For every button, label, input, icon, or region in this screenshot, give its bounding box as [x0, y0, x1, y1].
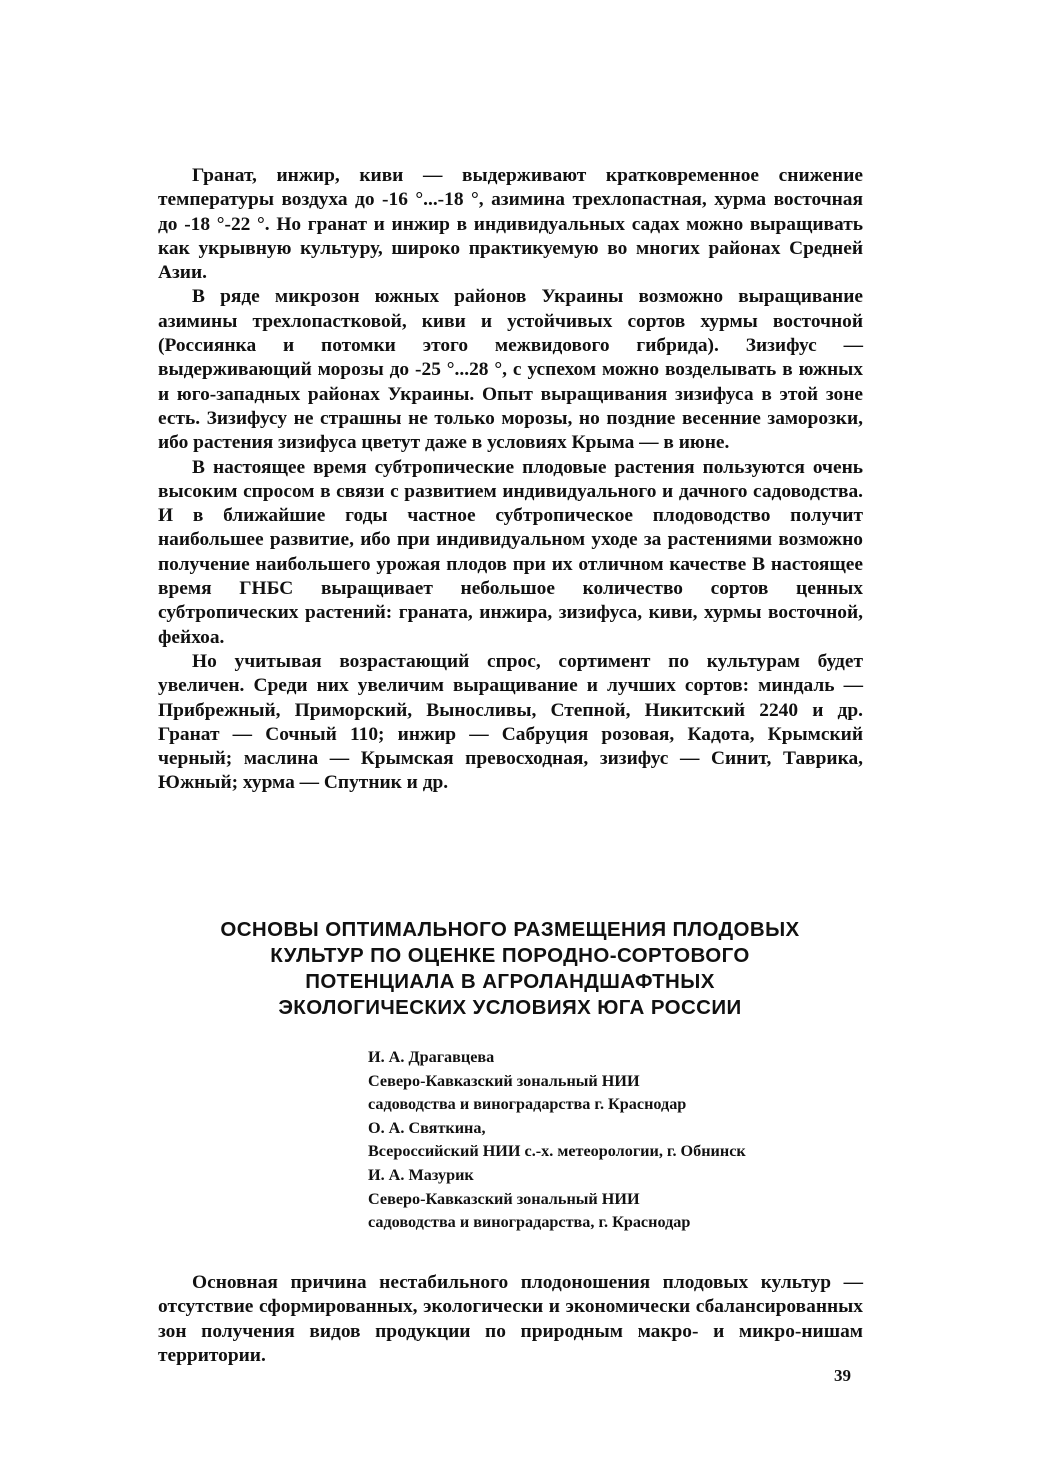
body-text-bottom: [158, 1271, 863, 1368]
author-name: И. А. Драгавцева: [368, 1048, 495, 1066]
heading-line: КУЛЬТУР ПО ОЦЕНКЕ ПОРОДНО-СОРТОВОГО: [270, 944, 750, 967]
author-affiliation: садоводства и виноградарства г. Краснодар: [368, 1095, 687, 1114]
paragraph-main-reason: Основная причина нестабильного плодоношения плодовых культур — отсутствие сформированных, экологически и экономически сбалансированных зон получения видов продукции по природным макро- и микро-нишам территории.: [158, 1272, 863, 1366]
heading-line: ЭКОЛОГИЧЕСКИХ УСЛОВИЯХ ЮГА РОССИИ: [278, 996, 742, 1019]
paragraph-subtropical-demand: В настоящее время субтропические плодовые растения пользуются очень высоким спросом в связи с развитием индивидуального и дачного садоводства. И в ближайшие годы частное субтропическое плодоводство получит наибольшее развитие, ибо при индивидуальном уходе за растениями возможно получение наибольшего урожая плодов при их отличном качестве В настоящее время ГНБС выращивает небольшое количество сортов ценных субтропических растений: граната, инжира, зизифуса, киви, хурмы восточной, фейхоа.: [158, 456, 863, 648]
author-affiliation: Всероссийский НИИ с.-х. метеорологии, г. Обнинск: [368, 1142, 746, 1161]
author-affiliation: Северо-Кавказский зональный НИИ: [368, 1189, 640, 1208]
article-heading: [130, 917, 890, 1021]
author-affiliation: Северо-Кавказский зональный НИИ: [368, 1071, 640, 1090]
paragraph-assortment: Но учитывая возрастающий спрос, сортимент по культурам будет увеличен. Среди них увеличим выращивание и лучших сортов: миндаль — Прибрежный, Приморский, Выносливы, Степной, Никитский 2240 и др. Гранат — Сочный 110; инжир — Сабруция розовая, Кадота, Крымский черный; маслина — Крымская превосходная, зизифус — Синит, Таврика, Южный; хурма — Спутник и др.: [158, 650, 863, 794]
body-text-top: [158, 164, 863, 796]
author-affiliation: садоводства и виноградарства, г. Краснодар: [368, 1213, 691, 1232]
author-name: О. А. Святкина,: [368, 1118, 486, 1137]
page-number: 39: [834, 1366, 851, 1385]
author-name: И. А. Мазурик: [368, 1165, 474, 1184]
paragraph-pomegranate-fig-kiwi: Гранат, инжир, киви — выдерживают кратковременное снижение температуры воздуха до -16 °...-18 °, азимина трехлопастная, хурма восточная до -18 °-22 °. Но гранат и инжир в индивидуальных садах можно выращивать как укрывную культуру, широко практикуемую во многих районах Средней Азии.: [158, 165, 863, 284]
heading-line: ОСНОВЫ ОПТИМАЛЬНОГО РАЗМЕЩЕНИЯ ПЛОДОВЫХ: [220, 918, 800, 941]
paragraph-ukraine-microzones: В ряде микрозон южных районов Украины возможно выращивание азимины трехлопастковой, киви и устойчивых сортов хурмы восточной (Россиянка и потомки этого межвидового гибрида). Зизифус — выдерживающий морозы до -25 °...28 °, с успехом можно возделывать в южных и юго-западных районах Украины. Опыт выращивания зизифуса в этой зоне есть. Зизифусу не страшны не только морозы, но поздние весенние заморозки, ибо растения зизифуса цветут даже в условиях Крыма — в июне.: [158, 286, 863, 454]
heading-line: ПОТЕНЦИАЛА В АГРОЛАНДШАФТНЫХ: [305, 970, 715, 993]
authors-block: [368, 1046, 888, 1235]
